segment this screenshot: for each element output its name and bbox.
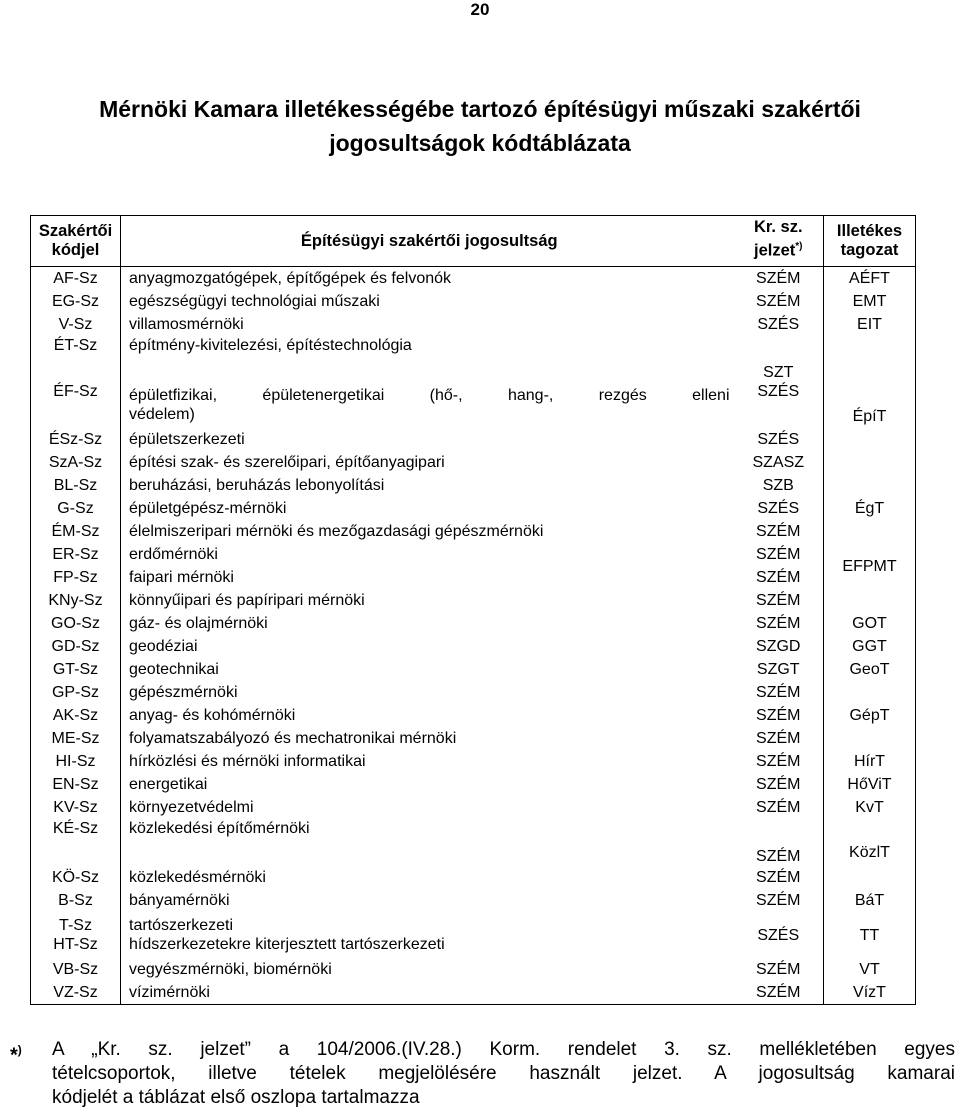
row-name: gáz- és olajmérnöki: [129, 615, 268, 632]
table-row: [31, 819, 916, 866]
row-name: vegyészmérnöki, biomérnöki: [129, 961, 332, 978]
header-code: Szakértői kódjel: [31, 216, 121, 267]
table-row: [31, 773, 916, 796]
row-name: élelmiszeripari mérnöki és mezőgazdasági gépészmérnöki: [129, 523, 544, 540]
row-kr: SZGT: [756, 661, 800, 678]
table-row: [31, 658, 916, 681]
row-kr: SZÉM: [756, 523, 801, 540]
row-tag: VT: [824, 958, 916, 981]
row-tag: KvT: [824, 796, 916, 819]
row-name: villamosmérnöki: [129, 316, 244, 333]
table-row: [31, 520, 916, 543]
row-name: geotechnikai: [129, 661, 219, 678]
table-row: [31, 451, 916, 474]
page-title: [0, 92, 960, 160]
row-name: könnyűipari és papíripari mérnöki: [129, 592, 365, 609]
row-kr: SZÉM: [756, 868, 801, 886]
table-row: [31, 796, 916, 819]
header-kr: Kr. sz. jelzet*): [734, 216, 824, 267]
row-tag: ÉpíT: [824, 336, 916, 497]
row-kr: SZÉS: [757, 500, 800, 517]
table-row: [31, 474, 916, 497]
row-code: GP-Sz: [31, 681, 121, 704]
table-row: [31, 566, 916, 589]
row-code: KÉ-Sz: [31, 819, 121, 866]
row-name: energetikai: [129, 776, 208, 793]
row-tag: HírT: [824, 750, 916, 773]
table-row: [31, 635, 916, 658]
row-kr: SZÉM: [756, 961, 801, 978]
row-name: anyag- és kohómérnöki: [129, 707, 296, 724]
row-kr: SZÉS: [757, 316, 800, 333]
row-name: faipari mérnöki: [129, 569, 234, 586]
row-name: erdőmérnöki: [129, 546, 218, 563]
row-name: vízimérnöki: [129, 984, 210, 1001]
table-row: [31, 704, 916, 727]
title-line-1: Mérnöki Kamara illetékességébe tartozó építésügyi műszaki szakértői: [99, 96, 861, 122]
row-tag: GépT: [824, 681, 916, 750]
row-kr: SZÉM: [756, 847, 801, 865]
row-name: épületszerkezeti: [129, 431, 245, 448]
row-code: KNy-Sz: [31, 589, 121, 612]
row-kr: SZÉM: [756, 753, 801, 770]
header-row: [31, 216, 916, 267]
row-kr: SZGD: [756, 638, 801, 655]
row-code: AF-Sz: [31, 267, 121, 291]
row-code: G-Sz: [31, 497, 121, 520]
table-row: [31, 313, 916, 336]
row-code: VB-Sz: [31, 958, 121, 981]
row-kr: SZÉM: [756, 892, 801, 909]
row-code: KÖ-Sz: [31, 866, 121, 889]
row-tag: EMT: [824, 290, 916, 313]
row-kr: SZÉM: [756, 569, 801, 586]
row-code: ÉF-Sz: [31, 382, 121, 428]
row-code: SzA-Sz: [31, 451, 121, 474]
table-row: [31, 612, 916, 635]
row-kr: SZÉS: [757, 431, 800, 448]
row-kr: SZÉS: [757, 926, 800, 944]
row-code: B-Sz: [31, 889, 121, 912]
row-name: bányamérnöki: [129, 892, 230, 909]
row-name: közlekedésmérnöki: [129, 868, 266, 886]
table-row: [31, 497, 916, 520]
title-line-2: jogosultságok kódtáblázata: [329, 130, 631, 156]
row-code: ÉM-Sz: [31, 520, 121, 543]
row-code: T-Sz HT-Sz: [31, 912, 121, 958]
row-kr: SZÉM: [756, 293, 801, 310]
row-kr: SZÉM: [756, 684, 801, 701]
row-code: ÉSz-Sz: [31, 428, 121, 451]
row-kr: SZÉM: [756, 615, 801, 632]
row-tag: HőViT: [824, 773, 916, 796]
row-name: gépészmérnöki: [129, 684, 238, 701]
row-code: HI-Sz: [31, 750, 121, 773]
row-code: GT-Sz: [31, 658, 121, 681]
row-name: építmény-kivitelezési, építéstechnológia: [129, 337, 412, 354]
row-name: folyamatszabályozó és mechatronikai mérnöki: [129, 730, 457, 747]
row-name: építési szak- és szerelőipari, építőanyagipari: [129, 454, 445, 471]
table-row: [31, 543, 916, 566]
code-table: [30, 215, 916, 1005]
row-name: anyagmozgatógépek, építőgépek és felvonók: [129, 270, 452, 287]
footnote: [10, 1038, 955, 1110]
row-code: ME-Sz: [31, 727, 121, 750]
row-code: KV-Sz: [31, 796, 121, 819]
row-name: közlekedési építőmérnöki: [129, 820, 310, 837]
table-row: [31, 866, 916, 889]
row-code: EG-Sz: [31, 290, 121, 313]
table-row: [31, 382, 916, 428]
row-tag: ÉgT: [824, 497, 916, 520]
row-tag: GeoT: [824, 658, 916, 681]
row-name: egészségügyi technológiai műszaki: [129, 293, 380, 310]
row-kr: SZÉM: [756, 707, 801, 724]
table-row: [31, 681, 916, 704]
row-code: AK-Sz: [31, 704, 121, 727]
row-tag: EIT: [824, 313, 916, 336]
row-code: BL-Sz: [31, 474, 121, 497]
table-row: [31, 958, 916, 981]
table-row: [31, 589, 916, 612]
row-kr: SZASZ: [752, 454, 805, 471]
row-code: FP-Sz: [31, 566, 121, 589]
row-code: GO-Sz: [31, 612, 121, 635]
row-name: épületfizikai, épületenergetikai (hő-, hang-, rezgés elleni védelem): [129, 387, 730, 423]
row-tag: TT: [824, 912, 916, 958]
table-row: [31, 889, 916, 912]
row-tag: EFPMT: [824, 520, 916, 612]
row-kr: SZÉM: [756, 546, 801, 563]
footnote-text: A „Kr. sz. jelzet” a 104/2006.(IV.28.) Korm. rendelet 3. sz. mellékletében egyes tételcsoportok, illetve tételek megjelölésére használt jelzet. A jogosultság kamarai kódjelét a táblázat első oszlopa tartalmazza: [52, 1039, 955, 1108]
table-row: [31, 981, 916, 1005]
header-name: Építésügyi szakértői jogosultság: [121, 216, 734, 267]
row-name: környezetvédelmi: [129, 799, 254, 816]
table-row: [31, 267, 916, 291]
row-code: EN-Sz: [31, 773, 121, 796]
row-kr: SZT: [763, 364, 794, 381]
row-kr: SZÉM: [756, 592, 801, 609]
row-kr: SZÉS: [757, 383, 800, 400]
row-tag: GOT: [824, 612, 916, 635]
row-name: geodéziai: [129, 638, 198, 655]
row-kr: SZB: [762, 477, 794, 494]
table-row: [31, 336, 916, 382]
row-tag: BáT: [824, 889, 916, 912]
row-code: ER-Sz: [31, 543, 121, 566]
row-tag: GGT: [824, 635, 916, 658]
table-row: [31, 750, 916, 773]
row-code: GD-Sz: [31, 635, 121, 658]
row-tag: AÉFT: [824, 267, 916, 291]
row-code: ÉT-Sz: [31, 336, 121, 382]
table-row: [31, 428, 916, 451]
row-kr: SZÉM: [756, 799, 801, 816]
row-name: tartószerkezeti hídszerkezetekre kiterjesztett tartószerkezeti: [129, 917, 445, 953]
row-code: VZ-Sz: [31, 981, 121, 1005]
table-row: [31, 290, 916, 313]
page-number: 20: [470, 0, 490, 19]
row-kr: SZÉM: [756, 270, 801, 287]
table-row: [31, 727, 916, 750]
row-kr: SZÉM: [756, 776, 801, 793]
row-kr: SZÉM: [756, 984, 801, 1001]
row-tag: VízT: [824, 981, 916, 1005]
row-kr: SZÉM: [756, 730, 801, 747]
row-name: épületgépész-mérnöki: [129, 500, 287, 517]
table-row: [31, 912, 916, 958]
row-name: beruházási, beruházás lebonyolítási: [129, 477, 385, 494]
footnote-mark: *): [10, 1043, 22, 1067]
row-name: hírközlési és mérnöki informatikai: [129, 753, 366, 770]
row-tag: KözlT: [824, 819, 916, 889]
row-code: V-Sz: [31, 313, 121, 336]
header-tag: Illetékes tagozat: [824, 216, 916, 267]
